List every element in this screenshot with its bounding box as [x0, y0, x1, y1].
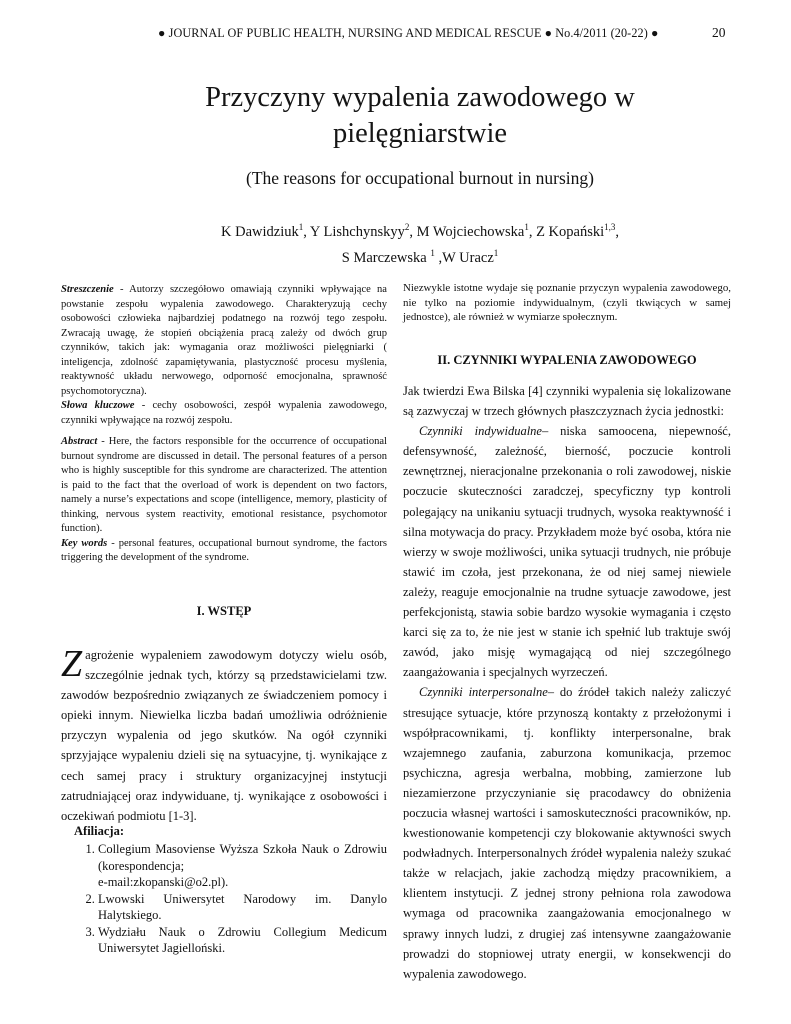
article-subtitle: (The reasons for occupational burnout in nursing) — [246, 168, 594, 188]
drop-cap: Z — [61, 643, 83, 685]
introduction-paragraph — [61, 645, 387, 826]
author-affiliation-mark: 1 — [430, 247, 435, 258]
introduction-body: agrożenie wypaleniem zawodowym dotyczy wielu osób, szczególnie jednak tych, którzy są przedstawicielami tzw. zawodów bezpośrednio związanych ze świadczeniem pomocy i opieki innym. Niewielka liczba badań umożliwia odróżnienie przyczyn wypalenia od jego skutków. Na ogół czynniki sprzyjające wypaleniu dzieli się na sytuacyjne, tj. wynikające z cech samej pracy i struktury organizacyjnej instytucji zatrudniającej oraz indywiduane, tj. wynikające z osobowości i oczekiwań podmiotu [1-3]. — [61, 648, 387, 823]
affiliation-text: 2. Lwowski Uniwersytet Narodowy im. Danylo Halytskiego. — [98, 891, 387, 922]
author-affiliation-mark: 2 — [404, 222, 410, 232]
streszczenie-text: - Autorzy szczegółowo omawiają czynniki wpływające na powstanie zespołu wypalenia zawodowego. Charakteryzują cechy osobowości człowieka najbardziej podatnego na rozwój tego zespołu. Zwracają uwagę, że stopień obciążenia pracą zależy od dwóch grup czynników, takich jak: wymagania oraz możliwości pielęgniarki ( inteligencja, zdolność zapamiętywania, plastyczność procesu myślenia, reaktywność układu nerwowego, odporność emocjonalna, sprawność psychomotoryczna). — [61, 284, 387, 397]
english-keywords-text: - personal features, occupational burnout syndrome, the factors triggering the development of the syndrome. — [61, 537, 388, 564]
individual-factors-text: – niska samoocena, niepewność, defensywność, zależność, bierność, poczucie kontroli zewnętrznej, nieracjonalne przekonania o roli zawodowej, niskie poczucie skuteczności zaradczej, specyficzny typ kontroli polegający na unikaniu sytuacji trudnych, wysoka reaktywność i silna motywacja do pracy. Przykładem może być osoba, która nie wierzy w swoje możliwości, unika sytuacji trudnych, nie próbuje stawić im czoła, jest przekonana, że od niej samej niewiele zależy, reaguje emocjonalnie na trudne sytuacje zawodowe, jest perfekcjonistą, stawia sobie bardzo wysokie wymagania i często karci się za to, że nie jest w stanie ich spełnić lub traktuje swój zawód, jako misję wymagającą od niej szczególnego zaangażowania i specjalnych wyrzeczeń. — [403, 424, 731, 680]
affiliations-title: Afiliacja: — [74, 824, 124, 838]
author-name: , Y Lishchynskyy — [303, 223, 405, 240]
author-affiliation-mark: 1 — [524, 222, 529, 232]
authors-line-2 — [150, 243, 690, 269]
english-keywords-label: Key words — [61, 537, 108, 549]
introduction-text — [61, 645, 387, 826]
authors-line-1 — [150, 217, 690, 243]
author-affiliation-mark: 1,3 — [604, 222, 616, 232]
streszczenie-label: Streszczenie — [61, 284, 114, 295]
author-separator: , — [615, 223, 619, 240]
author-affiliation-mark: 1 — [493, 247, 499, 258]
right-intro: Niezwykle istotne wydaje się poznanie przyczyn wypalenia zawodowego, nie tylko na poziomie indywidualnym, (czyli tkwiących w samej jednostce), ale również w wymiarze społecznym. — [403, 282, 731, 324]
author-name: ,W Uracz — [434, 249, 494, 266]
individual-factors-label: Czynniki indywidualne — [419, 424, 542, 439]
english-abstract — [61, 435, 387, 566]
author-name: , Z Kopański — [528, 223, 605, 240]
individual-factors-paragraph — [403, 421, 731, 682]
page-number: 20 — [712, 25, 726, 40]
article-title — [150, 80, 690, 152]
streszczenie-paragraph — [61, 283, 387, 399]
affiliations-list — [61, 841, 387, 957]
affiliation-item — [98, 891, 387, 924]
interpersonal-factors-text: – do źródeł takich należy zaliczyć stresujące sytuacje, które przynoszą kontakty z przełożonymi i współpracownikami, tj. konflikty interpersonalne, brak wzajemnego zaufania, zaburzona komunikacja, przemoc psychiczna, agresja werbalna, mobbing, zamierzone lub niezamierzone przyczynianie się pracodawcy do obniżenia poczucia własnej wartości i samoskuteczności pracowników, np. kwestionowanie kompetencji czy blokowanie aktywności swych podwładnych. Interpersonalnych źródeł wypalenia należy szukać także w relacjach, jakie zachodzą między pracownikiem, a klientem instytucji. Z jednej strony pełniona rola zawodowa wymaga od pracownika zaangażowania emocjonalnego w sprawy innych ludzi, z drugiej zaś intensywne zaangażowanie prowadzi do stopniowej utraty energii, w konsekwencji do wypalenia zawodowego. — [403, 685, 732, 981]
author-name: S Marczewska — [341, 249, 431, 266]
abstract-paragraph — [61, 435, 387, 537]
interpersonal-factors-label: Czynniki interpersonalne — [419, 685, 548, 700]
author-affiliation-mark: 1 — [298, 222, 304, 232]
factors-intro-paragraph: Jak twierdzi Ewa Bilska [4] czynniki wypalenia się lokalizowane są zazwyczaj w trzech głównych płaszczyznach życia jednostki: — [403, 384, 731, 419]
polish-keywords-paragraph — [61, 399, 387, 428]
polish-keywords-label: Słowa kluczowe — [61, 400, 135, 412]
affiliation-email: e-mail:zkopanski@o2.pl). — [98, 875, 229, 889]
section-heading-czynniki: II. CZYNNIKI WYPALENIA ZAWODOWEGO — [437, 353, 697, 367]
author-name: , M Wojciechowska — [409, 223, 525, 240]
affiliation-text: 3. Wydziału Nauk o Zdrowiu Collegium Medicum Uniwersytet Jagielloński. — [98, 924, 387, 955]
factors-text — [403, 381, 731, 984]
author-name: K Dawidziuk — [221, 223, 299, 240]
abstract-label: Abstract — [61, 436, 98, 447]
polish-keywords-text: - cechy osobowości, zespół wypalenia zawodowego, czynniki wpływające na rozwój zespołu. — [61, 400, 388, 426]
section-heading-wstep: I. WSTĘP — [196, 604, 252, 618]
author-list — [150, 217, 690, 269]
abstract-text: - Here, the factors responsible for the occurrence of occupational burnout syndrome are discussed in detail. The personal features of a person who is highly susceptible for this syndrome are characterized. The attention is paid to the fact that the overload of work is dependent on two factors, namely a nurse’s expectations and scope (intelligence, memory, plasticity of thinking, nervous system reactivity, emotional resistance, psychomotor function). — [61, 436, 387, 535]
polish-abstract — [61, 283, 387, 428]
affiliations — [61, 824, 387, 957]
affiliation-item — [98, 841, 387, 891]
title-line-2: pielęgniarstwie — [332, 118, 508, 149]
interpersonal-factors-paragraph — [403, 682, 731, 983]
affiliation-text: 1. Collegium Masoviense Wyższa Szkoła Nauk o Zdrowiu (korespondencja; — [98, 842, 387, 873]
title-line-1: Przyczyny wypalenia zawodowego w — [205, 82, 635, 113]
journal-header: ● JOURNAL OF PUBLIC HEALTH, NURSING AND MEDICAL RESCUE ● No.4/2011 (20-22) ● — [158, 26, 659, 40]
english-keywords-paragraph — [61, 537, 387, 566]
affiliation-item — [98, 924, 387, 957]
